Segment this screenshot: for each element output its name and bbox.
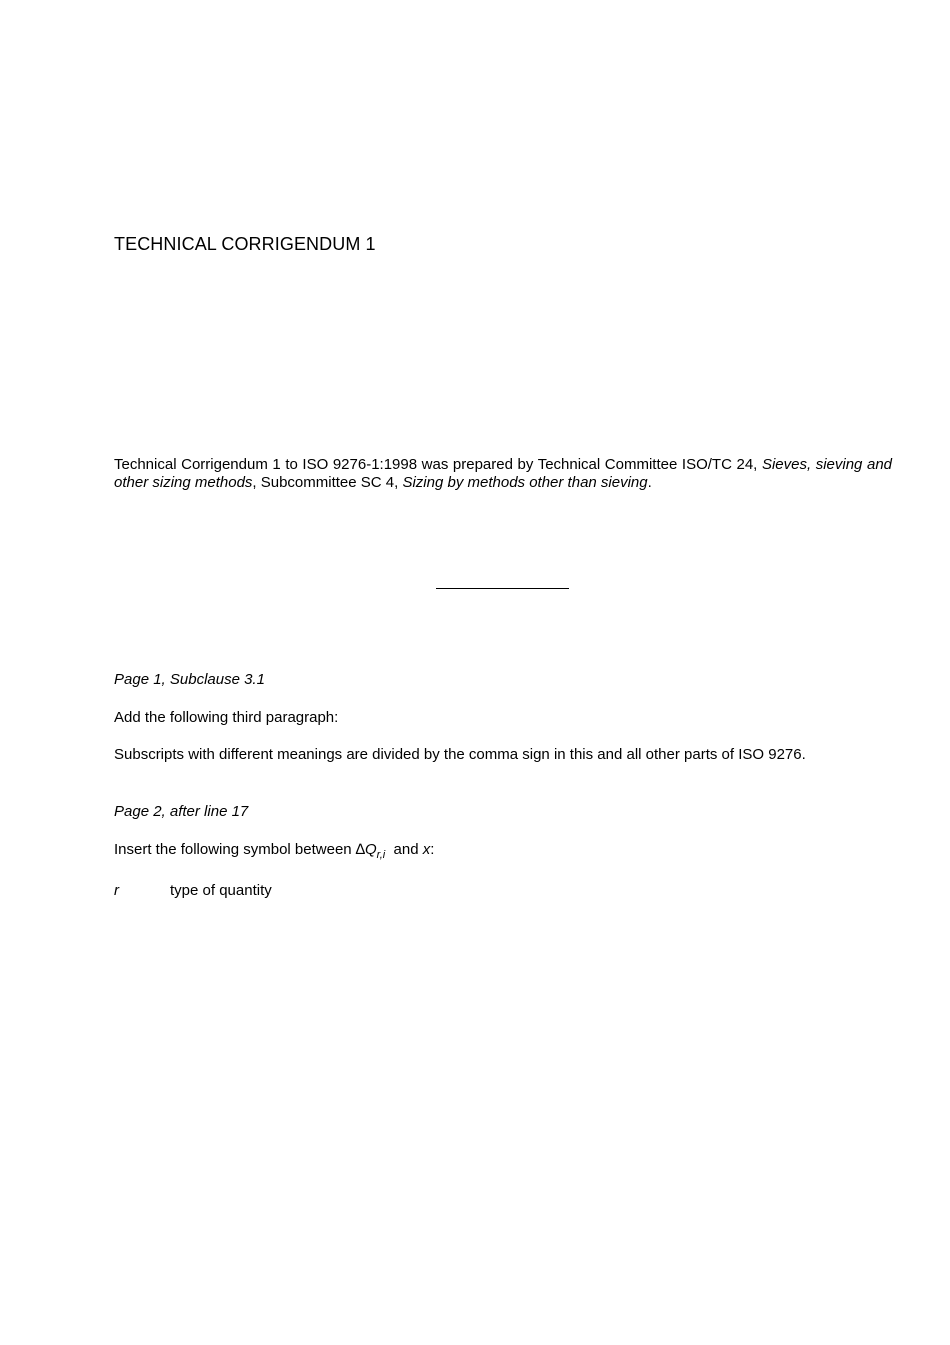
delta-symbol: ∆: [355, 841, 365, 858]
intro-subcommittee-name: Sizing by methods other than sieving: [402, 474, 648, 491]
section2-instruction-suffix: :: [430, 841, 435, 858]
intro-text-2: , Subcommittee SC 4,: [252, 474, 403, 491]
section-divider: [436, 588, 569, 589]
section2-instruction: [114, 841, 434, 859]
symbol-letter: r: [114, 882, 119, 899]
section2-instruction-prefix: Insert the following symbol between: [114, 841, 356, 858]
section1-instruction: Add the following third paragraph:: [114, 709, 339, 726]
section2-heading: Page 2, after line 17: [114, 803, 249, 820]
q-symbol: Q: [364, 841, 377, 858]
intro-paragraph: [114, 456, 892, 492]
symbol-description: type of quantity: [170, 882, 272, 899]
q-subscript: r,i: [376, 849, 386, 861]
intro-committee-name: Sieves, sieving and other sizing methods: [114, 456, 893, 491]
x-symbol: x: [422, 841, 431, 858]
document-title: TECHNICAL CORRIGENDUM 1: [114, 234, 376, 254]
section1-heading: Page 1, Subclause 3.1: [114, 671, 265, 688]
intro-text-1: Technical Corrigendum 1 to ISO 9276-1:1998 was prepared by Technical Committee ISO/TC 24,: [114, 456, 762, 473]
intro-text-3: .: [647, 474, 652, 491]
section1-text: Subscripts with different meanings are divided by the comma sign in this and all other parts of ISO 9276.: [114, 746, 806, 763]
section2-instruction-mid: and: [385, 841, 423, 858]
